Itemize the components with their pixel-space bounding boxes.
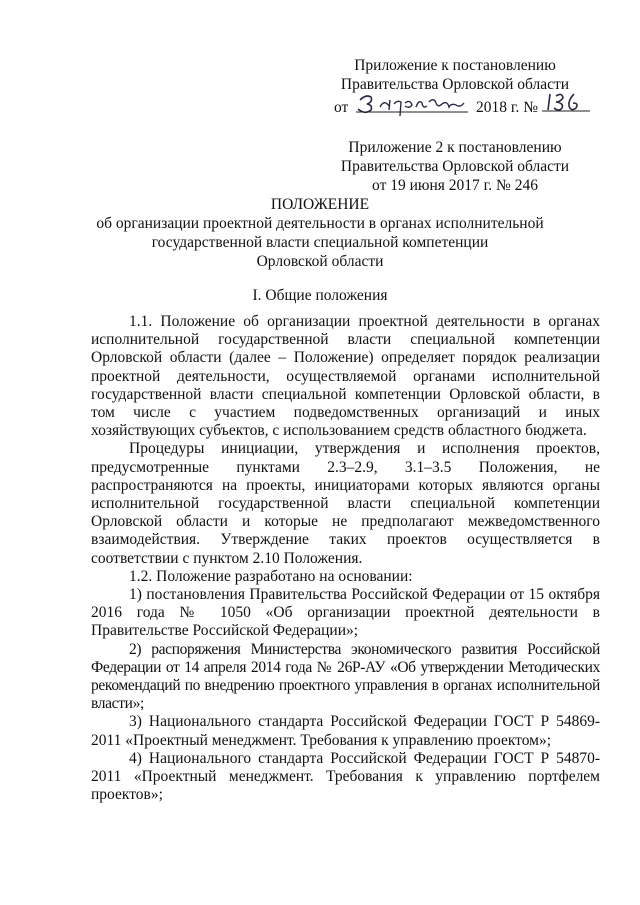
title-subline-1: об организации проектной деятельности в органах исполнительной xyxy=(96,215,544,232)
handwritten-date xyxy=(352,91,472,119)
title-subline-2: государственной власти специальной компетенции xyxy=(151,234,489,251)
document-title xyxy=(80,195,560,271)
document-body xyxy=(91,313,600,804)
handwritten-number xyxy=(542,90,592,118)
resolution-year: 2018 г. № xyxy=(476,99,539,116)
basis-item-1: 1) постановления Правительства Российской Федерации от 15 октября 2016 года № 1050 «Об организации проектной деятельности в Правительстве Российской Федерации»; xyxy=(91,586,600,640)
basis-item-2: 2) распоряжения Министерства экономического развития Российской Федерации от 14 апреля 2014 года № 26Р-АУ «Об утверждении Методических рекомендаций по внедрению проектного управления в органах исполнительной власти»; xyxy=(91,640,600,713)
appendix-header xyxy=(330,56,580,195)
section-heading: I. Общие положения xyxy=(252,287,388,304)
paragraph-1-2: 1.2. Положение разработано на основании: xyxy=(129,567,413,585)
basis-item-4: 4) Национального стандарта Российской Федерации ГОСТ Р 54870-2011 «Проектный менеджмент. Требования к управлению портфелем проектов»; xyxy=(91,749,600,804)
appendix2-line-3: от 19 июня 2017 г. № 246 xyxy=(372,177,538,194)
basis-item-3: 3) Национального стандарта Российской Федерации ГОСТ Р 54869-2011 «Проектный менеджмент. Требования к управлению проектом»; xyxy=(91,713,600,749)
date-prefix: от xyxy=(334,99,349,116)
title-main: ПОЛОЖЕНИЕ xyxy=(270,196,370,213)
appendix-line-2: Правительства Орловской области xyxy=(340,76,570,93)
appendix2-line-1: Приложение 2 к постановлению xyxy=(348,139,562,156)
paragraph-1-1: 1.1. Положение об организации проектной деятельности в органах исполнительной государственной власти специальной компетенции Орловской области (далее – Положение) определяет порядок реализации проектной деятельности, осуществляемой органами исполнительной государственной власти специальной компетенции Орловской области, в том числе с участием подведомственных организаций и иных хозяйствующих субъектов, с использованием средств областного бюджета. xyxy=(91,313,600,440)
paragraph-procedures: Процедуры инициации, утверждения и исполнения проектов, предусмотренные пунктами 2.3–2.9, 3.1–3.5 Положения, не распространяются на проекты, инициаторами которых являются органы исполнительной государственной власти специальной компетенции Орловской области и которые не предполагают межведомственного взаимодействия. Утверждение таких проектов осуществляется в соответствии с пунктом 2.10 Положения. xyxy=(91,440,600,567)
resolution-date-line xyxy=(330,96,580,120)
appendix2-line-2: Правительства Орловской области xyxy=(340,158,570,175)
title-subline-3: Орловской области xyxy=(256,253,384,270)
appendix-line-1: Приложение к постановлению xyxy=(354,57,556,74)
